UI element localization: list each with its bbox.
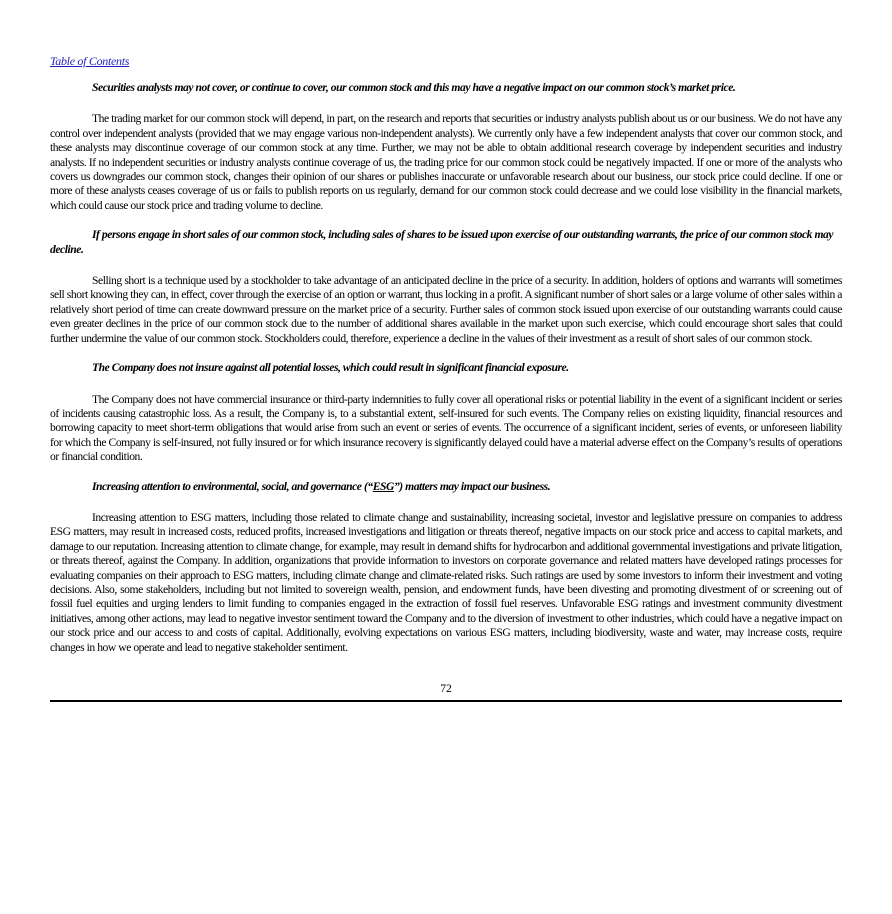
section-body-short-sales: Selling short is a technique used by a stockholder to take advantage of an anticipated decline in the price of a security. In addition, holders of options and warrants will sometimes sell short knowing they can, in effect, cover through the exercise of an option or warrant, thus locking in a profit. A significant number of short sales or a large volume of other sales within a relatively short period of time can create downward pressure on the market price of a security. Further sales of common stock issued upon exercise of our outstanding warrants could cause even greater declines in the price of our common stock due to the number of additional shares available in the market upon such exercise, which could encourage short sales that could further undermine the value of our common stock. Stockholders could, therefore, experience a decline in the values of their investment as a result of short sales of our common stock.	[50, 274, 842, 345]
table-of-contents-link[interactable]: Table of Contents	[50, 54, 130, 68]
section-body-insurance: The Company does not have commercial insurance or third-party indemnities to fully cover all operational risks or potential liability in the event of a significant incident or series of incidents causing catastrophic loss. As a result, the Company is, to a substantial extent, self-insured for such events. The Company relies on existing liquidity, financial resources and borrowing capacity to meet short-term obligations that would arise from such an event or series of events. The occurrence of a significant incident, series of events, or unforeseen liability for which the Company is self-insured, not fully insured or for which insurance recovery is significantly delayed could have a material adverse effect on the Company’s results of operations or financial condition.	[50, 392, 842, 464]
section-heading-esg-prefix: Increasing attention to environmental, social, and governance (“	[92, 479, 373, 493]
section-body-analysts: The trading market for our common stock will depend, in part, on the research and reports that securities or industry analysts publish about us or our business. We do not have any control over independent analysts (provided that we may engage various non-independent analysts). We currently only have a few independent analysts that cover our common stock, and these analysts may discontinue coverage of our common stock at any time. Further, we may not be able to obtain additional research coverage by independent securities and industry analysts. If no independent securities or industry analysts continue coverage of us, the trading price for our common stock could be negatively impacted. If one or more of the analysts who covers us downgrades our common stock, changes their opinion of our shares or publishes inaccurate or unfavorable research about our business, our stock price could decline. If one or more of these analysts ceases coverage of us or fails to publish reports on us regularly, demand for our common stock could decrease and we could lose visibility in the financial markets, which could cause our stock price and trading volume to decline.	[50, 112, 842, 212]
section-heading-insurance: The Company does not insure against all potential losses, which could result in significant financial exposure.	[92, 361, 569, 375]
section-heading-short-sales: If persons engage in short sales of our common stock, including sales of shares to be issued upon exercise of our outstanding warrants, the price of our common stock may decline.	[50, 228, 834, 256]
section-heading-esg-abbrev: ESG	[372, 479, 394, 493]
page-bottom-rule	[50, 700, 842, 702]
section-heading-esg-suffix: ”) matters may impact our business.	[393, 479, 551, 493]
document-page	[50, 52, 842, 702]
section-heading-analysts: Securities analysts may not cover, or continue to cover, our common stock and this may have a negative impact on our common stock’s market price.	[92, 81, 736, 94]
section-body-esg: Increasing attention to ESG matters, including those related to climate change and sustainability, increasing societal, investor and legislative pressure on companies to address ESG matters, may result in increased costs, reduced profits, increased investigations and litigation or threats thereof, negative impacts on our stock price and access to capital markets, and damage to our reputation. Increasing attention to climate change, for example, may result in demand shifts for hydrocarbon and additional governmental investigations and private litigation, or threats thereof, against the Company. In addition, organizations that provide information to investors on corporate governance and related matters have developed ratings processes for evaluating companies on their approach to ESG matters, including climate change and climate-related risks. Such ratings are used by some investors to inform their investment and voting decisions. Also, some stakeholders, including but not limited to sovereign wealth, pension, and endowment funds, have been divesting and promoting divestment of or screening out of fossil fuel equities and urging lenders to limit funding to companies engaged in the extraction of fossil fuel reserves. Unfavorable ESG ratings and investment community divestment initiatives, among other actions, may lead to negative investor sentiment toward the Company and to the diversion of investment to other industries, which could have a negative impact on our stock price and our access to and costs of capital. Additionally, evolving expectations on various ESG matters, including biodiversity, waste and water, may increase costs, require changes in how we operate and lead to negative stakeholder sentiment.	[50, 510, 842, 654]
page-number: 72	[440, 682, 452, 695]
section-heading-esg	[50, 480, 842, 494]
